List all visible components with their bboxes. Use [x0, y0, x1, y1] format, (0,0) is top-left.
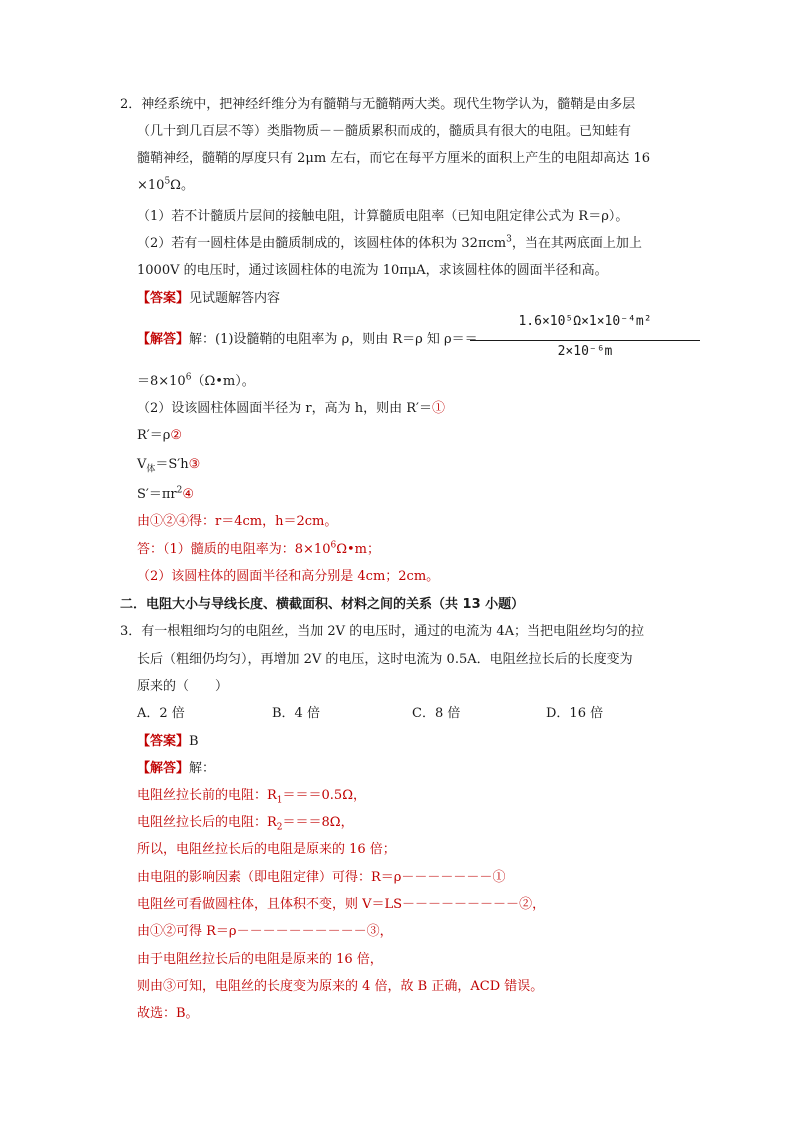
fraction-bar	[470, 340, 700, 341]
q3-option-d: D．16 倍	[546, 706, 604, 721]
q2-solution-line-2: $=8\times 10^6(\Omega•m)$。	[137, 372, 255, 389]
q3-option-b: B．4 倍	[272, 706, 320, 721]
answer-label: 【答案】	[137, 291, 190, 306]
q3-solution-line-9: 故选：B。	[137, 1006, 199, 1021]
q2-solution-line-7: 由①②④得：r＝4cm，h＝2cm。	[137, 514, 338, 529]
q2-solution-line-8: 答：（1）髓质的电阻率为：$8\times 10^6\Omega•m$；	[137, 540, 380, 557]
q3-solution-line-6: 由①②可得 R＝ρ－－－－－－－－－－③，	[137, 924, 393, 939]
q2-line-7: 1000V 的电压时，通过该圆柱体的电流为 10πμA，求该圆柱体的圆面半径和高。	[137, 263, 608, 278]
q2-line-2: （几十到几百层不等）类脂物质－－髓质累积而成的，髓质具有很大的电阻。已知蛙有	[137, 124, 632, 139]
q3-solution-line-2: 电阻丝拉长后的电阻：$R_2===8\Omega$，	[137, 815, 354, 833]
q3-line-1: 3．有一根粗细均匀的电阻丝，当加 2V 的电压时，通过的电流为 4A；当把电阻丝均匀的拉	[120, 624, 644, 639]
q2-solution-line-5: $V_体=S'h③$	[137, 457, 201, 475]
answer-label: 【答案】	[137, 734, 190, 749]
q2-solution-line-3: （2）设该圆柱体圆面半径为 r，高为 h，则由 R′＝①	[137, 401, 446, 416]
q2-line-1: 2．神经系统中，把神经纤维分为有髓鞘与无髓鞘两大类。现代生物学认为，髓鞘是由多层	[120, 97, 636, 112]
section-2-heading: 二．电阻大小与导线长度、横截面积、材料之间的关系（共 13 小题）	[120, 597, 525, 612]
q2-line-3: 髓鞘神经，髓鞘的厚度只有 2μm 左右，而它在每平方厘米的面积上产生的电阻却高达 16	[137, 151, 650, 166]
q2-solution-line-9: （2）该圆柱体的圆面半径和高分别是 4cm；2cm。	[137, 569, 440, 584]
q3-solution-line-4: 由电阻的影响因素（即电阻定律）可得：R＝ρ－－－－－－－①	[137, 870, 506, 885]
q3-solution-line-5: 电阻丝可看做圆柱体，且体积不变，则 V＝LS－－－－－－－－－②，	[137, 897, 546, 912]
fraction-numerator: 1.6×10⁵Ω×1×10⁻⁴m²	[518, 314, 652, 329]
q2-line-6: （2）若有一圆柱体是由髓质制成的，该圆柱体的体积为 32πcm$^3$，当在其两底面上加上	[137, 234, 642, 251]
q2-solution-line-6: $S'=\pi r^2④$	[137, 485, 195, 502]
q3-line-2: 长后（粗细仍均匀），再增加 2V 的电压，这时电流为 0.5A．电阻丝拉长后的长度变为	[137, 652, 633, 667]
solution-label: 【解答】	[137, 761, 190, 776]
q3-solution-line-1: 电阻丝拉长前的电阻：$R_1===0.5\Omega$，	[137, 788, 366, 806]
q2-solution-line-4: R′＝ρ②	[137, 428, 183, 443]
q3-solution-header: 【解答】解：	[137, 761, 216, 776]
q2-line-5: （1）若不计髓质片层间的接触电阻，计算髓质电阻率（已知电阻定律公式为 R＝ρ）。	[137, 209, 629, 224]
q2-line-4: $\times 10^5\Omega$。	[137, 176, 194, 193]
q3-option-c: C．8 倍	[412, 706, 461, 721]
solution-label: 【解答】	[137, 332, 190, 347]
q3-solution-line-8: 则由③可知，电阻丝的长度变为原来的 4 倍，故 B 正确，ACD 错误。	[137, 979, 544, 994]
resistivity-fraction	[470, 314, 700, 366]
q2-solution-line-1: 【解答】解：(1)设髓鞘的电阻率为 ρ，则由 R＝ρ 知 ρ＝＝	[137, 332, 478, 347]
q3-option-a: A．2 倍	[137, 706, 185, 721]
q3-answer: 【答案】B	[137, 734, 199, 749]
fraction-denominator: 2×10⁻⁶m	[557, 344, 613, 359]
q3-solution-line-7: 由于电阻丝拉长后的电阻是原来的 16 倍，	[137, 952, 383, 967]
q3-line-3: 原来的（ ）	[137, 679, 229, 694]
q2-answer: 【答案】见试题解答内容	[137, 291, 281, 306]
q3-solution-line-3: 所以，电阻丝拉长后的电阻是原来的 16 倍；	[137, 842, 396, 857]
